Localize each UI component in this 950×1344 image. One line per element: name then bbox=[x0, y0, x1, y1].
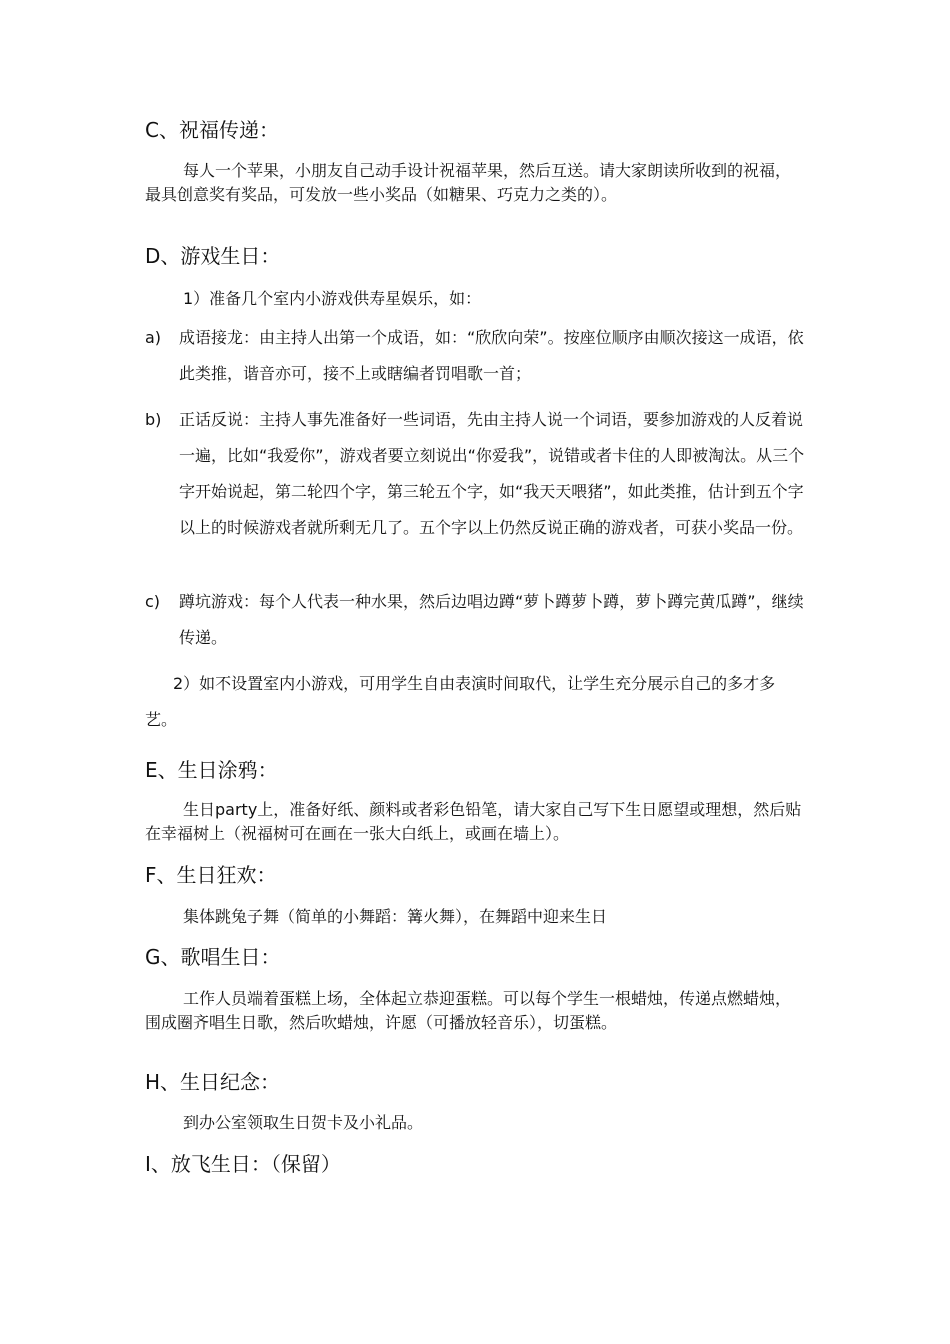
section-f-body: 集体跳兔子舞（简单的小舞蹈：篝火舞），在舞蹈中迎来生日 bbox=[183, 907, 608, 926]
section-h-body: 到办公室领取生日贺卡及小礼品。 bbox=[183, 1113, 424, 1132]
list-item-a bbox=[145, 320, 805, 392]
list-marker: a) bbox=[145, 328, 162, 347]
list-marker: b) bbox=[145, 410, 162, 429]
section-f-heading: F、生日狂欢： bbox=[145, 863, 277, 887]
list-item-text: 成语接龙：由主持人出第一个成语，如：“欣欣向荣”。按座位顺序由顺次接这一成语，依此类推，谐音亦可，接不上或瞎编者罚唱歌一首； bbox=[179, 328, 804, 383]
list-marker: c) bbox=[145, 592, 161, 611]
section-c-heading: C、祝福传递： bbox=[145, 118, 279, 142]
list-item-text: 蹲坑游戏：每个人代表一种水果，然后边唱边蹲“萝卜蹲萝卜蹲，萝卜蹲完黄瓜蹲”，继续传递。 bbox=[179, 592, 804, 647]
section-e-heading: E、生日涂鸦： bbox=[145, 758, 278, 782]
list-item-text: 正话反说：主持人事先准备好一些词语，先由主持人说一个词语，要参加游戏的人反着说一遍，比如“我爱你”，游戏者要立刻说出“你爱我”，说错或者卡住的人即被淘汰。从三个字开始说起，第二轮四个字，第三轮五个字，如“我天天喂猪”，如此类推，估计到五个字以上的时候游戏者就所剩无几了。五个字以上仍然反说正确的游戏者，可获小奖品一份。 bbox=[179, 410, 805, 537]
list-item-c bbox=[145, 584, 805, 656]
section-h-heading: H、生日纪念： bbox=[145, 1070, 281, 1094]
section-d-intro: 1）准备几个室内小游戏供寿星娱乐，如： bbox=[183, 289, 482, 308]
section-c-body: 每人一个苹果，小朋友自己动手设计祝福苹果，然后互送。请大家朗读所收到的祝福，最具创意奖有奖品，可发放一些小奖品（如糖果、巧克力之类的）。 bbox=[145, 161, 792, 204]
section-i-heading: I、放飞生日：（保留） bbox=[145, 1152, 341, 1176]
section-d-note: 2）如不设置室内小游戏，可用学生自由表演时间取代，让学生充分展示自己的多才多艺。 bbox=[145, 674, 776, 729]
section-g-body: 工作人员端着蛋糕上场，全体起立恭迎蛋糕。可以每个学生一根蜡烛，传递点燃蜡烛，围成圈齐唱生日歌，然后吹蜡烛，许愿（可播放轻音乐），切蛋糕。 bbox=[145, 989, 792, 1032]
section-e-body: 生日party上，准备好纸、颜料或者彩色铅笔，请大家自己写下生日愿望或理想，然后贴在幸福树上（祝福树可在画在一张大白纸上，或画在墙上）。 bbox=[145, 800, 802, 843]
section-d-heading: D、游戏生日： bbox=[145, 244, 281, 268]
list-item-b bbox=[145, 402, 805, 546]
section-g-heading: G、歌唱生日： bbox=[145, 945, 281, 969]
